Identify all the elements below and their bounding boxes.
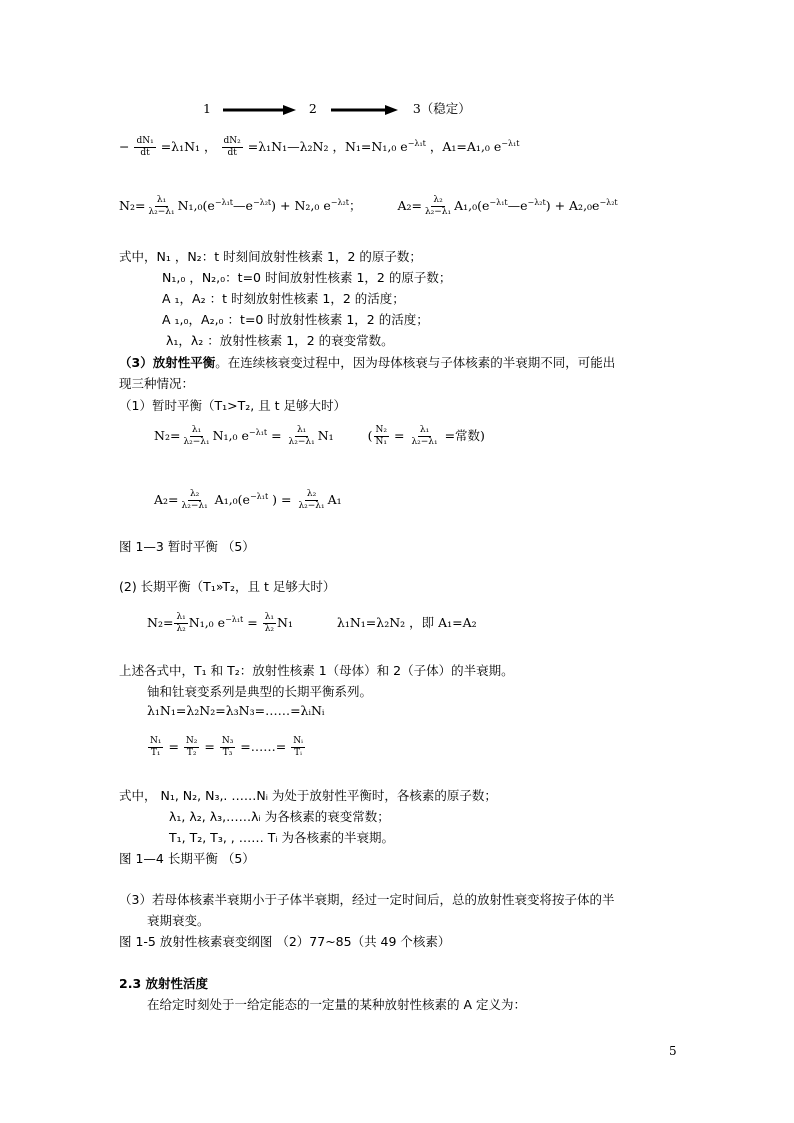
exponent: −λ₁t [248,427,268,437]
definition-line: λ₁，λ₂ ：放射性核素 1，2 的衰变常数。 [166,333,394,348]
equation-text: ( [367,428,373,443]
equation-text: N₁ [317,428,334,443]
equation-text: ； [348,198,362,213]
equation-text: N₂= [154,428,181,443]
paragraph-line: 上述各式中，T₁ 和 T₂：放射性核素 1（母体）和 2（子体）的半衰期。 [119,663,514,678]
section-paragraph [119,353,615,371]
definition-line: A ₁，A₂ ：t 时刻放射性核素 1，2 的活度； [162,291,405,306]
paragraph-line: 衰期衰变。 [147,913,210,928]
equation-text: N₁,₀ e [188,615,226,630]
paragraph-line: 铀和钍衰变系列是典型的长期平衡系列。 [147,684,373,699]
equation-text: =常数) [440,428,485,443]
fraction-numerator: λ₁ [156,195,167,205]
fraction [148,737,163,758]
equation-row-2 [119,196,618,217]
fraction-denominator: λ₂−λ₁ [183,437,210,447]
paragraph-line: （3）若母体核素半衰期小于子体半衰期，经过一定时间后，总的放射性衰变将按子体的半 [119,892,615,907]
equation-text: ) + A₂,₀e [545,198,600,213]
arrow-right-icon [221,104,297,116]
equation-text: = [267,428,286,443]
equation-text: A₁ [327,492,342,507]
fraction [296,490,326,511]
fraction-denominator: T₃ [222,748,233,758]
exponent: −λ₁t [225,614,244,624]
minus-sign: − [119,139,130,154]
fraction-numerator: λ₂ [306,489,317,499]
fraction [146,196,176,217]
fraction-numerator: N₃ [221,736,234,746]
exponent: −λ₁t [249,491,269,501]
exponent: −λ₂t [252,197,272,207]
fraction-denominator: N₁ [375,437,388,447]
definition-line: 式中， N₁, N₂, N₃,. ……Nᵢ 为处于放射性平衡时，各核素的原子数； [119,788,497,803]
equation-text: = [243,615,262,630]
temporary-equilibrium-a2 [154,490,342,511]
equation-row-1 [119,137,520,158]
equation-text: A₁,₀(e [210,492,250,507]
definition-line: 式中，N₁ ，N₂：t 时刻间放射性核素 1，2 的原子数； [119,249,422,264]
fraction-numerator: N₁ [150,736,162,746]
equation-text: =……= [236,739,291,754]
section-text: 。在连续核衰变过程中，因为母体核衰与子体核素的半衰期不同，可能出 [215,355,616,370]
equation-text: ) = [268,492,296,507]
fraction [184,737,199,758]
arrow-right-icon [329,104,399,116]
long-term-equilibrium-n2 [147,613,477,634]
nuclide-1: 1 [203,101,211,116]
equation-text: ) + N₂,₀ e [271,198,331,213]
temporary-equilibrium-heading: （1）暂时平衡（T₁>T₂, 且 t 足够大时） [119,398,347,413]
fraction-denominator: λ₂ [176,624,186,634]
equation-line: λ₁N₁=λ₂N₂=λ₃N₃=……=λᵢNᵢ [147,703,325,718]
nuclide-3: 3（稳定） [412,101,471,116]
exponent: −λ₂t [599,197,618,207]
exponent: −λ₂t [330,197,349,207]
equation-text: ，A₁=A₁,₀ e [429,139,502,154]
definition-line: N₁,₀ ，N₂,₀：t=0 时间放射性核素 1，2 的原子数； [162,270,452,285]
fraction-denominator: Tᵢ [294,748,302,758]
page-number: 5 [669,1044,677,1058]
fraction-denominator: dt [227,148,237,158]
fraction-denominator: λ₂−λ₁ [181,501,208,511]
exponent: −λ₁t [501,138,520,148]
fraction-numerator: Nᵢ [293,736,303,746]
equation-text: —e [507,198,528,213]
equation-text: A₂= [154,492,179,507]
equation-text: =λ₁N₁ ， [160,139,217,154]
fraction [174,613,187,634]
fraction [374,426,389,447]
exponent: −λ₁t [489,197,508,207]
fraction-numerator: λ₁ [296,425,307,435]
fraction-denominator: λ₂−λ₁ [298,501,325,511]
fraction-denominator: λ₂−λ₁ [148,207,175,217]
fraction [220,737,235,758]
decay-chain [203,99,471,117]
fraction-denominator: λ₂−λ₁ [424,207,452,217]
fraction-denominator: λ₂ [264,624,274,634]
exponent: −λ₁t [407,138,426,148]
fraction-numerator: N₂ [185,736,198,746]
fraction-numerator: λ₂ [433,195,443,205]
figure-caption-1-3: 图 1—3 暂时平衡 （5） [119,539,255,554]
section-heading: 2.3 放射性活度 [119,976,208,991]
fraction [291,737,305,758]
equation-text: A₂= [397,198,422,213]
fraction-denominator: T₁ [150,748,161,758]
fraction-denominator: λ₂−λ₁ [411,437,438,447]
equation-text: =λ₁N₁—λ₂N₂ ，N₁=N₁,₀ e [247,139,408,154]
fraction-numerator: λ₁ [176,612,186,622]
equation-text: N₁ [277,615,293,630]
equation-text: λ₁N₁=λ₂N₂ ，即 A₁=A₂ [336,615,477,630]
equation-text: N₁,₀ e [212,428,249,443]
fraction-numerator: λ₁ [264,612,274,622]
section-title: （3）放射性平衡 [119,355,216,370]
equation-text: = [200,739,219,754]
figure-caption-1-4: 图 1—4 长期平衡 （5） [119,851,255,866]
fraction [263,613,276,634]
long-term-equilibrium-heading: (2) 长期平衡（T₁»T₂，且 t 足够大时） [119,579,336,594]
fraction-numerator: dN₂ [223,136,241,146]
fraction [287,426,317,447]
fraction-numerator: dN₁ [136,136,154,146]
paragraph-line: 在给定时刻处于一给定能态的一定量的某种放射性核素的 A 定义为： [147,997,526,1012]
definition-line: A ₁,₀，A₂,₀ ：t=0 时放射性核素 1，2 的活度； [162,312,429,327]
equation-text: N₂= [147,615,174,630]
fraction-denominator: dt [140,148,150,158]
temporary-equilibrium-n2 [154,426,485,447]
fraction [134,137,155,158]
equation-text: = [390,428,409,443]
fraction-numerator: λ₁ [419,425,430,435]
equation-text: = [164,739,183,754]
fraction [423,196,453,217]
definition-line: λ₁, λ₂, λ₃,……λᵢ 为各核素的衰变常数； [169,809,390,824]
fraction [409,426,439,447]
fraction-denominator: T₂ [186,748,197,758]
nuclide-2: 2 [308,101,317,116]
exponent: −λ₁t [214,197,234,207]
ratio-chain [147,737,306,758]
fraction-numerator: N₂ [375,425,388,435]
fraction [222,137,243,158]
equation-text: A₁,₀(e [454,198,490,213]
section-text-line-2: 现三种情况： [119,376,195,391]
figure-caption-1-5: 图 1-5 放射性核素衰变纲图 （2）77~85（共 49 个核素） [119,934,451,949]
equation-text: —e [233,198,253,213]
exponent: −λ₂t [527,197,546,207]
definition-line: T₁, T₂, T₃, , …… Tᵢ 为各核素的半衰期。 [169,830,395,845]
fraction-numerator: λ₁ [191,425,202,435]
fraction [181,426,211,447]
fraction-numerator: λ₂ [189,489,200,499]
equation-text: N₁,₀(e [177,198,215,213]
equation-text: N₂= [119,198,146,213]
fraction [180,490,210,511]
fraction-denominator: λ₂−λ₁ [288,437,315,447]
